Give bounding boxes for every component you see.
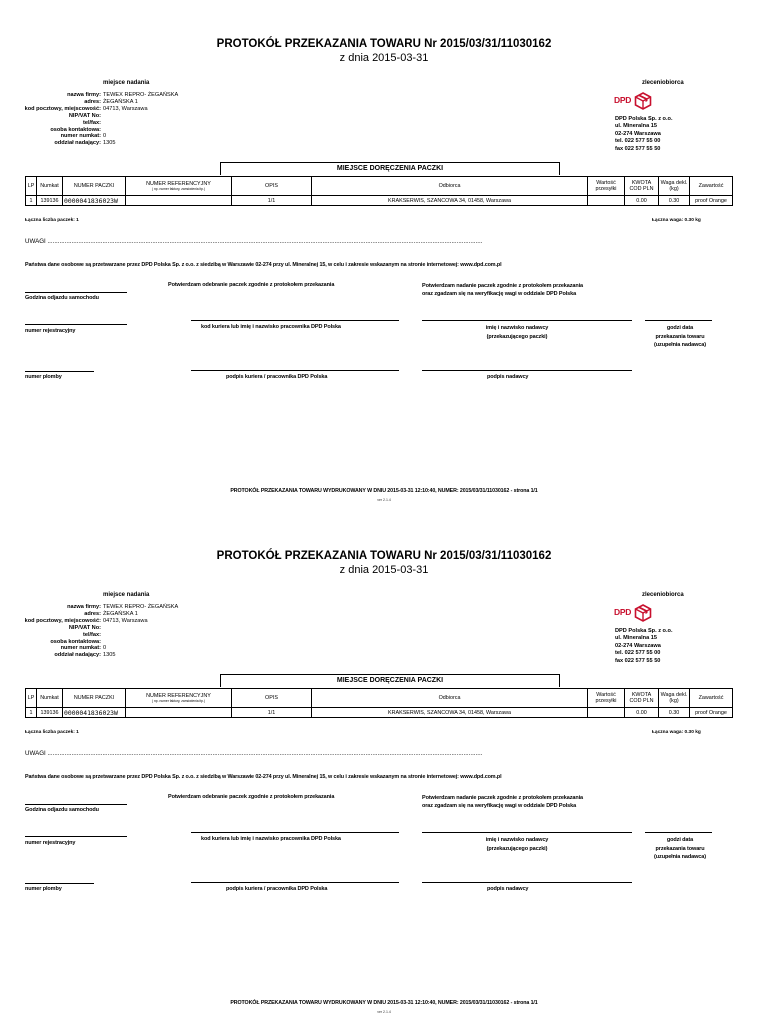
package-count: Łączna liczba paczek: 1 [25, 218, 79, 223]
table-header-row [26, 177, 733, 196]
page-title: PROTOKÓŁ PRZEKAZANIA TOWARU Nr 2015/03/31/11030162 [216, 550, 552, 562]
table-row [26, 196, 733, 206]
confirm-courier-text: Potwierdzam odebranie paczek zgodnie z protokołem przekazania [168, 794, 335, 800]
signature-line [25, 836, 127, 837]
privacy-notice: Państwa dane osobowe są przetwarzane przez DPD Polska Sp. z o.o. z siedzibą w Warszawie 02-274 przy ul. Mineralnej 15, w celu i zakresie wskazanym na stronie internetowej: www.dpd.com.pl [25, 774, 502, 780]
dpd-logo [614, 92, 658, 110]
protocol-copy-2 [0, 512, 768, 1024]
dpd-cube-icon [634, 604, 652, 622]
page-title: PROTOKÓŁ PRZEKAZANIA TOWARU Nr 2015/03/31/11030162 [216, 38, 552, 50]
document-date: z dnia 2015-03-31 [339, 52, 429, 64]
signature-line [191, 832, 399, 833]
podpis-kuriera-label: podpis kuriera / pracownika DPD Polska [226, 374, 328, 380]
confirm-courier-text: Potwierdzam odebranie paczek zgodnie z protokołem przekazania [168, 282, 335, 288]
col-numer-referencyjny: NUMER REFERENCYJNY ( np. numer faktury, zamówienia itp.) [126, 689, 232, 708]
privacy-notice: Państwa dane osobowe są przetwarzane przez DPD Polska Sp. z o.o. z siedzibą w Warszawie 02-274 przy ul. Mineralnej 15, w celu i zakresie wskazanym na stronie internetowej: www.dpd.com.pl [25, 262, 502, 268]
cell-zawartosc: proof Orange [690, 708, 733, 718]
document-date: z dnia 2015-03-31 [339, 564, 429, 576]
miejsce-nadania-heading: miejsce nadania [103, 80, 150, 86]
cell-numer-paczki: 0000041836023W [63, 196, 126, 206]
cell-numer-ref [126, 708, 232, 718]
dpd-address: DPD Polska Sp. z o.o. ul. Mineralna 15 02-274 Warszawa tel. 022 577 55 00 fax 022 577 55 50 [615, 628, 673, 664]
imie-nadawcy-label: imię i nazwisko nadawcy (przekazującego paczki) [485, 325, 549, 340]
col-waga: Waga dekl. (kg) [659, 177, 690, 196]
dpd-logo-text: DPD [614, 95, 632, 105]
col-opis: OPIS [232, 689, 312, 708]
signature-line [422, 832, 632, 833]
sender-row: kod pocztowy, miejscowość: 04713, Warszawa [24, 617, 148, 624]
dpd-logo-text: DPD [614, 607, 632, 617]
cell-waga: 0.30 [659, 708, 690, 718]
signature-line [25, 324, 127, 325]
uwagi-line: UWAGI ............................................................................................................................................................................................................................................................. [25, 238, 483, 245]
signature-line [645, 832, 712, 833]
cell-numer-ref [126, 196, 232, 206]
sender-details [10, 92, 178, 147]
nr-plomby-label: numer plomby [25, 886, 62, 892]
col-lp: LP [26, 689, 37, 708]
col-zawartosc: Zawartość [690, 689, 733, 708]
sender-row: osoba kontaktowa: [50, 638, 101, 645]
cell-kwota: 0.00 [625, 708, 659, 718]
sender-row: nazwa firmy: TEWEX REPRO- ŻEGAŃSKA [67, 92, 179, 98]
package-count: Łączna liczba paczek: 1 [25, 730, 79, 735]
signature-line [25, 371, 94, 372]
miejsce-nadania-heading: miejsce nadania [103, 592, 150, 598]
sender-row: tel/fax: [82, 631, 101, 638]
sender-row: numer numkat: 0 [60, 133, 107, 140]
imie-nadawcy-label: imię i nazwisko nadawcy (przekazującego paczki) [485, 837, 549, 852]
sender-row: nazwa firmy: TEWEX REPRO- ŻEGAŃSKA [67, 604, 179, 610]
signature-line [25, 883, 94, 884]
signature-line [191, 320, 399, 321]
packages-table [25, 176, 733, 206]
cell-opis: 1/1 [232, 196, 312, 206]
signature-line [191, 370, 399, 371]
uwagi-line: UWAGI ............................................................................................................................................................................................................................................................. [25, 750, 483, 757]
col-waga: Waga dekl. (kg) [659, 689, 690, 708]
cell-odbiorca: KRAKSERWIS, SZANCOWA 34, 01458, Warszawa [312, 196, 588, 206]
total-weight: Łączna waga: 0.30 kg [652, 730, 701, 735]
cell-wartosc [588, 708, 625, 718]
sender-row: NIP/VAT No: [68, 112, 101, 119]
podpis-kuriera-label: podpis kuriera / pracownika DPD Polska [226, 886, 328, 892]
signature-line [25, 804, 127, 805]
zleceniobiorca-heading: zleceniobiorca [642, 80, 684, 86]
col-lp: LP [26, 177, 37, 196]
confirm-sender-text: Potwierdzam nadanie paczek zgodnie z protokołem przekazania oraz zgadzam się na weryfikację wagi w oddziale DPD Polska [422, 795, 583, 809]
nr-rejestracyjny-label: numer rejestracyjny [25, 840, 76, 846]
cell-numkat: 139136 [37, 196, 63, 206]
version-text: ver 2.1.4 [377, 1010, 391, 1014]
total-weight: Łączna waga: 0.30 kg [652, 218, 701, 223]
cell-lp: 1 [26, 196, 37, 206]
cell-odbiorca: KRAKSERWIS, SZANCOWA 34, 01458, Warszawa [312, 708, 588, 718]
signature-line [645, 320, 712, 321]
col-wartosc: Wartość przesyłki [588, 177, 625, 196]
col-opis: OPIS [232, 177, 312, 196]
col-kwota: KWOTA COD PLN [625, 689, 659, 708]
sender-details [10, 604, 178, 659]
sender-row: adres: ŻEGAŃSKA 1 [84, 610, 138, 617]
kod-kuriera-label: kod kuriera lub imię i nazwisko pracownika DPD Polska [201, 836, 341, 842]
footer-text: PROTOKÓŁ PRZEKAZANIA TOWARU WYDRUKOWANY W DNIU 2015-03-31 12:10:40, NUMER: 2015/03/31/11030162 - strona 1/1 [230, 488, 538, 494]
data-przekazania-label: godzi data przekazania towaru (uzupełnia nadawca) [654, 837, 706, 860]
cell-numkat: 139136 [37, 708, 63, 718]
sender-row: numer numkat: 0 [60, 645, 107, 652]
nr-rejestracyjny-label: numer rejestracyjny [25, 328, 76, 334]
podpis-nadawcy-label: podpis nadawcy [487, 886, 529, 892]
col-numkat: Numkat [37, 689, 63, 708]
sender-row: oddział nadający: 1305 [54, 140, 116, 147]
signature-line [422, 882, 632, 883]
col-zawartosc: Zawartość [690, 177, 733, 196]
nr-plomby-label: numer plomby [25, 374, 62, 380]
sender-row: kod pocztowy, miejscowość: 04713, Warszawa [24, 105, 148, 112]
table-header-row [26, 689, 733, 708]
sender-row: tel/fax: [82, 119, 101, 126]
col-numer-referencyjny: NUMER REFERENCYJNY ( np. numer faktury, zamówienia itp.) [126, 177, 232, 196]
signature-line [422, 370, 632, 371]
godzina-label: Godzina odjazdu samochodu [25, 807, 99, 813]
dpd-logo [614, 604, 658, 622]
cell-wartosc [588, 196, 625, 206]
signature-line [25, 292, 127, 293]
sender-row: oddział nadający: 1305 [54, 652, 116, 659]
cell-kwota: 0.00 [625, 196, 659, 206]
col-numer-paczki: NUMER PACZKI [63, 177, 126, 196]
cell-lp: 1 [26, 708, 37, 718]
cell-numer-paczki: 0000041836023W [63, 708, 126, 718]
cell-waga: 0.30 [659, 196, 690, 206]
table-row [26, 708, 733, 718]
kod-kuriera-label: kod kuriera lub imię i nazwisko pracownika DPD Polska [201, 324, 341, 330]
col-odbiorca: Odbiorca [312, 689, 588, 708]
confirm-sender-text: Potwierdzam nadanie paczek zgodnie z protokołem przekazania oraz zgadzam się na weryfikację wagi w oddziale DPD Polska [422, 283, 583, 297]
miejsce-doreczenia-header: MIEJSCE DORĘCZENIA PACZKI [220, 162, 560, 175]
miejsce-doreczenia-header: MIEJSCE DORĘCZENIA PACZKI [220, 674, 560, 687]
col-wartosc: Wartość przesyłki [588, 689, 625, 708]
col-numkat: Numkat [37, 177, 63, 196]
sender-row: NIP/VAT No: [68, 624, 101, 631]
dpd-address: DPD Polska Sp. z o.o. ul. Mineralna 15 02-274 Warszawa tel. 022 577 55 00 fax 022 577 55 50 [615, 116, 673, 152]
data-przekazania-label: godzi data przekazania towaru (uzupełnia nadawca) [654, 325, 706, 348]
zleceniobiorca-heading: zleceniobiorca [642, 592, 684, 598]
footer-text: PROTOKÓŁ PRZEKAZANIA TOWARU WYDRUKOWANY W DNIU 2015-03-31 12:10:40, NUMER: 2015/03/31/11030162 - strona 1/1 [230, 1000, 538, 1006]
cell-zawartosc: proof Orange [690, 196, 733, 206]
podpis-nadawcy-label: podpis nadawcy [487, 374, 529, 380]
dpd-cube-icon [634, 92, 652, 110]
col-odbiorca: Odbiorca [312, 177, 588, 196]
packages-table [25, 688, 733, 718]
cell-opis: 1/1 [232, 708, 312, 718]
godzina-label: Godzina odjazdu samochodu [25, 295, 99, 301]
col-kwota: KWOTA COD PLN [625, 177, 659, 196]
signature-line [422, 320, 632, 321]
col-numer-paczki: NUMER PACZKI [63, 689, 126, 708]
sender-row: adres: ŻEGAŃSKA 1 [84, 98, 138, 105]
signature-line [191, 882, 399, 883]
sender-row: osoba kontaktowa: [50, 126, 101, 133]
version-text: ver 2.1.4 [377, 498, 391, 502]
